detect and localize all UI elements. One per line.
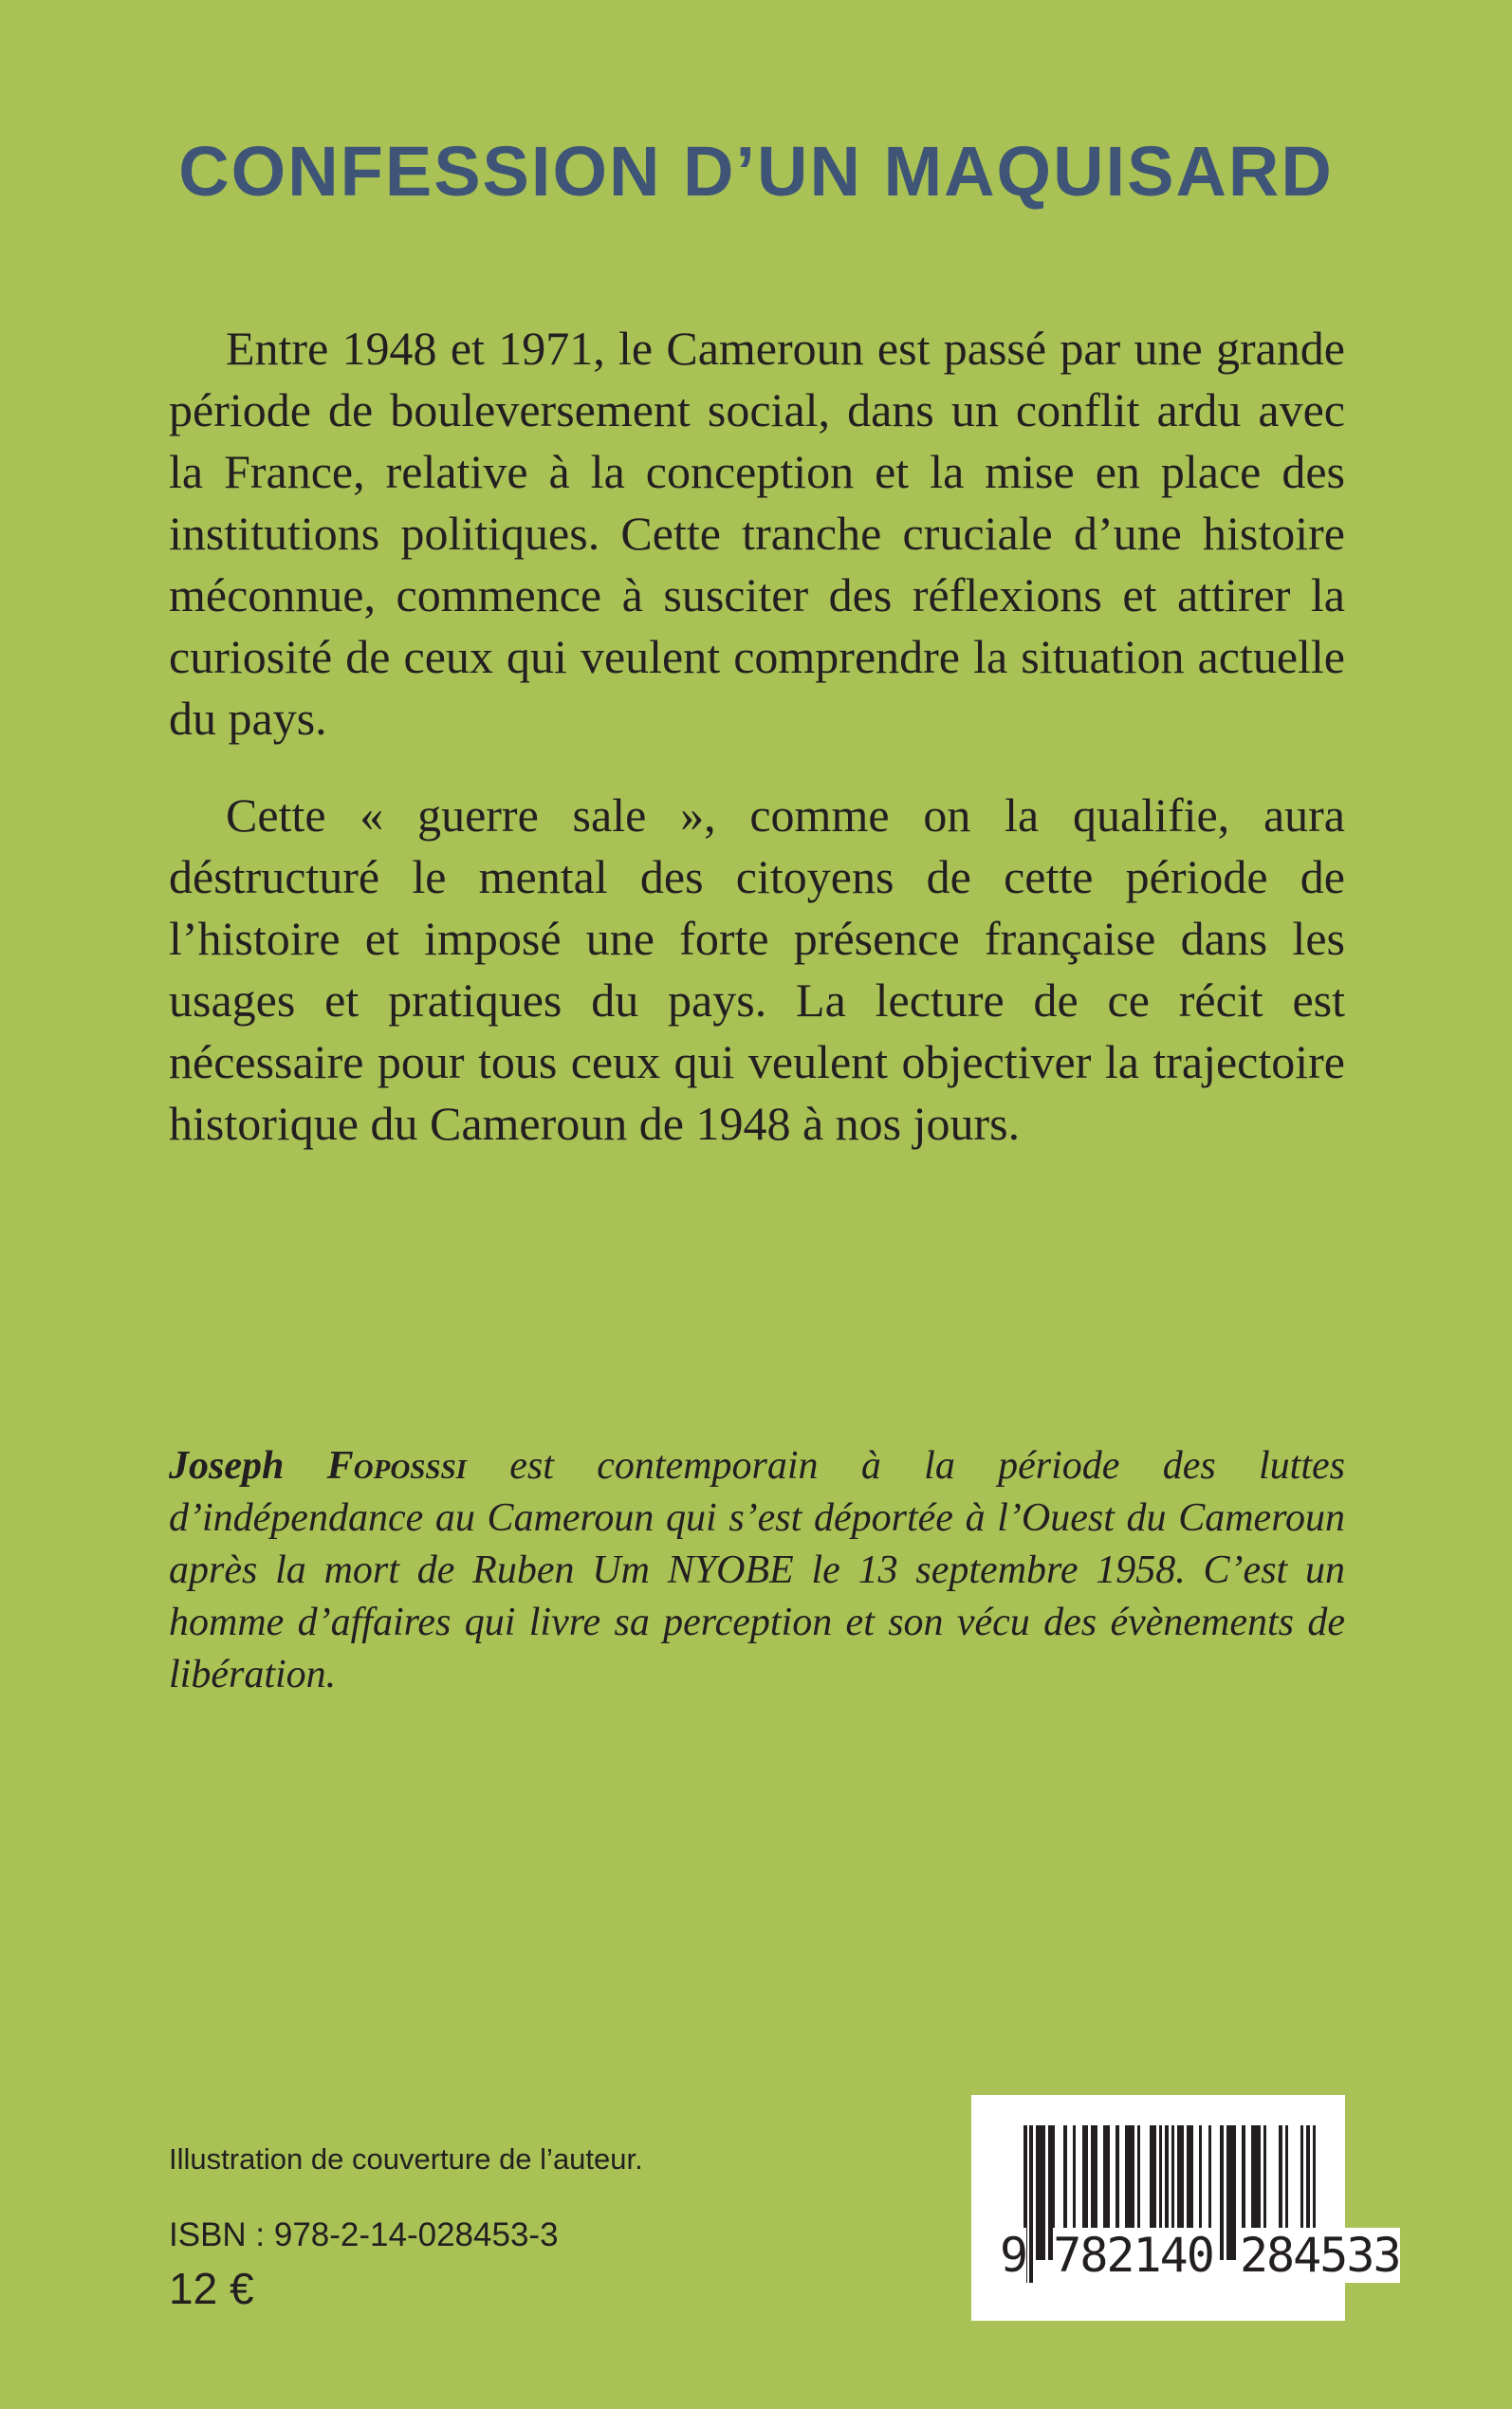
author-bio: [169, 1440, 1345, 1701]
blurb-paragraph: Cette « guerre sale », comme on la qualifie, aura déstructuré le mental des citoyens de cette période de l’histoire et imposé une forte présence française dans les usages et pratiques du pays. La lecture de ce récit est nécessaire pour tous ceux qui veulent objectiver la trajectoire historique du Cameroun de 1948 à nos jours.: [169, 788, 1345, 1150]
author-last-name: Foposssi: [326, 1444, 467, 1488]
blurb-paragraph: Entre 1948 et 1971, le Cameroun est passé par une grande période de bouleversement social, dans un conflit ardu avec la France, relative à la conception et la mise en place des institutions politiques. Cette tranche cruciale d’une histoire méconnue, commence à susciter des réflexions et attirer la curiosité de ceux qui veulent comprendre la situation actuelle du pays.: [169, 322, 1345, 745]
barcode-first-digit: 9: [1000, 2228, 1027, 2283]
price: 12 €: [169, 2264, 254, 2313]
barcode: [971, 2095, 1400, 2321]
barcode-left-digits: 782140: [1053, 2228, 1213, 2283]
illustration-credit: Illustration de couverture de l’auteur.: [169, 2142, 643, 2176]
author-bio-text: est contemporain à la période des luttes d’indépendance au Cameroun qui s’est déportée à l’Ouest du Cameroun après la mort de Ruben Um NYOBE le 13 septembre 1958. C’est un homme d’affaires qui livre sa perception et son vécu des évènements de libération.: [169, 1444, 1346, 1696]
barcode-digits: [1000, 2228, 1400, 2283]
author-first-name: Joseph: [169, 1444, 285, 1488]
isbn: ISBN : 978-2-14-028453-3: [169, 2216, 559, 2253]
barcode-right-digits: 284533: [1239, 2228, 1400, 2283]
back-cover-blurb: [169, 318, 1345, 1190]
book-title: CONFESSION D’UN MAQUISARD: [178, 132, 1334, 211]
